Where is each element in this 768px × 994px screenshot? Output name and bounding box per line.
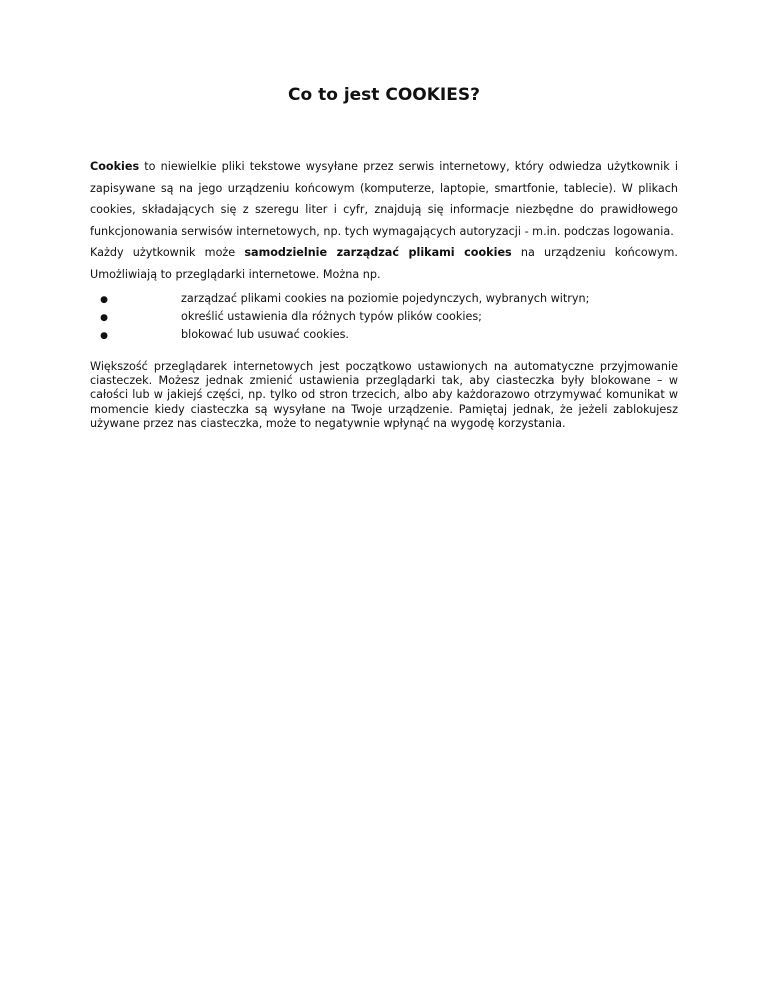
paragraph-user-management-lead: Każdy użytkownik może [90, 246, 245, 259]
page-title: Co to jest COOKIES? [288, 85, 480, 105]
list-item-text: blokować lub usuwać cookies. [181, 328, 349, 341]
paragraph-user-management-tail: na urządzeniu końcowym. Umożliwiają to przeglądarki internetowe. Można np. [90, 246, 678, 281]
list-item-text: określić ustawienia dla różnych typów plików cookies; [181, 310, 482, 323]
bold-phrase-manage-cookies: samodzielnie zarządzać plikami cookies [244, 246, 512, 259]
list-item [90, 326, 678, 344]
options-bullet-list [90, 290, 678, 344]
list-item [90, 308, 678, 326]
paragraph-cookies-definition [90, 156, 678, 242]
paragraph-browser-settings: Większość przeglądarek internetowych jest początkowo ustawionych na automatyczne przyjmowanie ciasteczek. Możesz jednak zmienić ustawienia przeglądarki tak, aby ciasteczka były blokowane – w całości lub w jakiejś części, np. tylko od stron trzecich, albo aby każdorazowo otrzymywać komunikat w momencie kiedy ciasteczka są wysyłane na Twoje urządzenie. Pamiętaj jednak, że jeżeli zablokujesz używane przez nas ciasteczka, może to negatywnie wpłynąć na wygodę korzystania. [90, 360, 678, 430]
list-item-text: zarządzać plikami cookies na poziomie pojedynczych, wybranych witryn; [181, 292, 590, 305]
bold-term-cookies: Cookies [90, 160, 140, 173]
bullet-icon: ● [100, 313, 108, 323]
bullet-icon: ● [100, 295, 108, 305]
paragraph-cookies-definition-text: to niewielkie pliki tekstowe wysyłane przez serwis internetowy, który odwiedza użytkownik i zapisywane są na jego urządzeniu końcowym (komputerze, laptopie, smartfonie, tablecie). W plikach cookies, składających się z szeregu liter i cyfr, znajdują się informacje niezbędne do prawidłowego funkcjonowania serwisów internetowych, np. tych wymagających autoryzacji - m.in. podczas logowania. [90, 160, 678, 238]
list-item [90, 290, 678, 308]
paragraph-user-management [90, 242, 678, 285]
bullet-icon: ● [100, 331, 108, 341]
